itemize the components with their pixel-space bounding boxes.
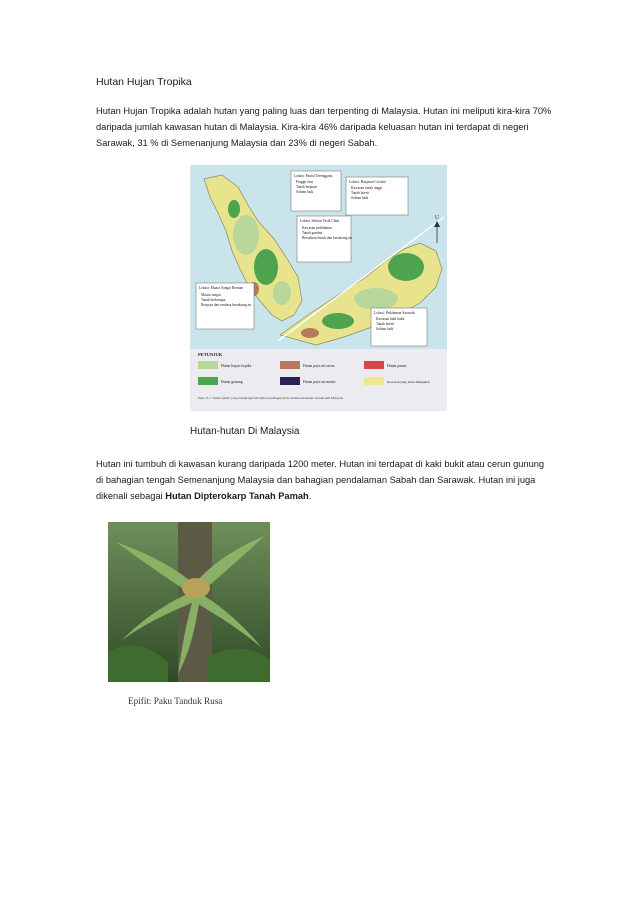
- svg-text:Lokasi: Muara Sungai Bernam: Lokasi: Muara Sungai Bernam Muara sungai Tanah berlumpur Berpaya dan sentiasa bertakung air: [199, 286, 252, 307]
- page-heading: Hutan Hujan Tropika: [96, 76, 192, 88]
- legend-swatch-mangrove: [280, 377, 300, 385]
- photo-caption: Epifit: Paku Tanduk Rusa: [128, 696, 223, 706]
- svg-text:Lokasi: Banjaran Crocker: Lokasi: Banjaran Crocker Kawasan tanah tinggi Tanah laterit Saliran baik: [349, 180, 387, 200]
- lowland-paragraph-text: Hutan ini tumbuh di kawasan kurang daripada 1200 meter. Hutan ini terdapat di kaki bukit atau cerun gunung di bahagian tengah Semenanjung Malaysia dan bahagian pendalaman Sabah dan Sarawak. Hutan ini juga dikenali sebagai: [96, 459, 545, 501]
- sarawak-swamp-forest: [301, 328, 319, 338]
- forest-map: [190, 165, 447, 411]
- legend-swatch-developed: [364, 377, 384, 385]
- peninsula-rainforest: [233, 215, 259, 255]
- peninsula-mountain-forest: [254, 249, 278, 285]
- map-caption: Hutan-hutan Di Malaysia: [190, 426, 300, 437]
- map-legend: [190, 349, 447, 411]
- sarawak-rainforest: [354, 288, 398, 310]
- callout-tasik: [297, 216, 353, 262]
- lowland-paragraph-end: .: [308, 491, 312, 501]
- legend-swatch-freshwater-swamp: [280, 361, 300, 369]
- intro-paragraph: Hutan Hujan Tropika adalah hutan yang paling luas dan terpenting di Malaysia. Hutan ini meliputi kira-kira 70% daripada jumlah kawasan hutan di Malaysia. Kira-kira 46% daripada keluasan hutan ini terdapat di negeri Sarawak, 31 % di Semenanjung Malaysia dan 23% di negeri Sabah.: [96, 106, 552, 148]
- legend-label-mountain: Hutan gunung: [221, 380, 243, 384]
- svg-text:Lokasi: Pantai Terengganu: Lokasi: Pantai Terengganu Pinggir laut Tanah berpasir Saliran baik: [294, 174, 333, 194]
- legend-title: PETUNJUK: [198, 352, 223, 357]
- legend-label-mangrove: Hutan paya air masin: [303, 380, 336, 384]
- svg-text:Lokasi: Sekitar Tasik Chini: Lokasi: Sekitar Tasik Chini Kawasan pedalaman Tanah gambut Bersaliran buruk dan bertakung air: [300, 219, 353, 240]
- legend-swatch-rainforest: [198, 361, 218, 369]
- callout-pantai: [291, 171, 341, 211]
- legend-swatch-mountain: [198, 377, 218, 385]
- peninsula-mountain-north: [228, 200, 240, 218]
- sarawak-mountain-forest: [322, 313, 354, 329]
- legend-label-coastal: Hutan pantai: [387, 364, 407, 368]
- map-inner-caption: Peta 13.1: Faktor-faktor yang mempengaruhi taburan pelbagai jenis tumbuh-tumbuhan semula jadi Malaysia.: [198, 396, 344, 400]
- legend-label-freshwater-swamp: Hutan paya air tawar: [303, 364, 335, 368]
- callout-muara: [196, 283, 254, 329]
- peninsula-rainforest-south: [273, 281, 291, 305]
- compass-label: U: [434, 215, 440, 221]
- lowland-paragraph: [96, 456, 546, 504]
- staghorn-fern-photo: [108, 522, 270, 682]
- callout-sarawak: [371, 308, 427, 346]
- svg-text:Lokasi: Pedalaman Sarawak: Lokasi: Pedalaman Sarawak Kawasan kaki bukit Tanah laterit Saliran baik: [374, 311, 415, 331]
- legend-swatch-coastal: [364, 361, 384, 369]
- callout-banjaran: [346, 177, 408, 215]
- lowland-forest-term: Hutan Dipterokarp Tanah Pamah: [165, 491, 309, 501]
- sabah-mountain-forest: [388, 253, 424, 281]
- legend-label-rainforest: Hutan hujan tropika: [221, 364, 252, 368]
- legend-label-developed: Kawasan yang telah dimajukan: [387, 380, 430, 384]
